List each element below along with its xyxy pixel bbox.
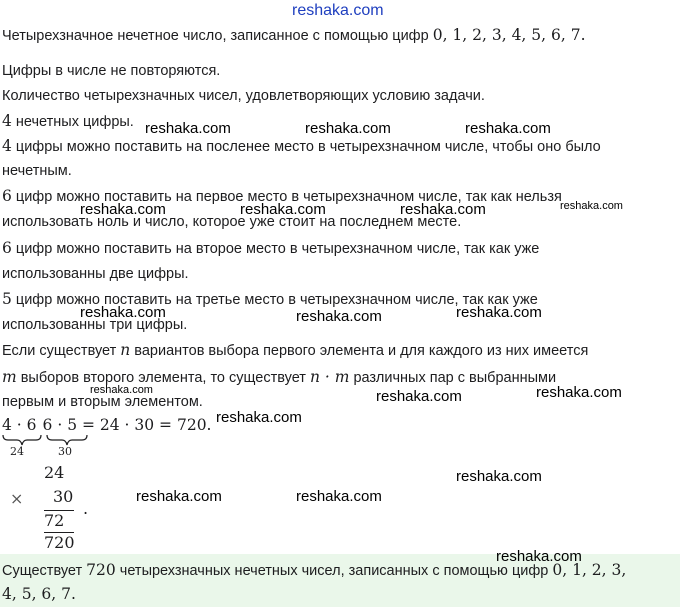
- watermark: reshaka.com: [465, 120, 551, 137]
- line-4: [2, 111, 134, 132]
- column-partial-product: 72: [44, 511, 65, 530]
- line-15: первым и вторым элементом.: [2, 394, 203, 410]
- watermark: reshaka.com: [80, 304, 166, 321]
- line-9-number: 6: [2, 239, 12, 257]
- line-14-text-b: различных пар с выбранными: [349, 370, 557, 386]
- underbrace-2-label: 30: [58, 445, 72, 458]
- line-1-text: Четырехзначное нечетное число, записанное с помощью цифр: [2, 28, 433, 44]
- line-8: использовать ноль и число, которое уже стоит на последнем месте.: [2, 214, 462, 230]
- watermark: reshaka.com: [296, 488, 382, 505]
- line-7-text: цифр можно поставить на первое место в четырехзначном числе, так как нельзя: [11, 189, 562, 205]
- line-4-text: нечетных цифры.: [11, 114, 134, 130]
- answer-digits-a: 0, 1, 2, 3,: [552, 561, 627, 579]
- equation-rest: = 24 · 30 = 720.: [77, 416, 212, 434]
- line-4-number: 4: [2, 112, 12, 130]
- equation-group-2: 6 · 5: [42, 416, 78, 434]
- line-14: [2, 367, 556, 388]
- line-10: использованны две цифры.: [2, 266, 189, 282]
- watermark: reshaka.com: [536, 384, 622, 401]
- watermark: reshaka.com: [216, 409, 302, 426]
- line-1: [2, 25, 586, 46]
- answer-number: 720: [86, 561, 116, 579]
- line-13-n: n: [120, 341, 131, 359]
- line-1-digits: 0, 1, 2, 3, 4, 5, 6, 7.: [432, 26, 586, 44]
- answer-line-2: [2, 584, 76, 605]
- watermark-top: reshaka.com: [292, 2, 384, 19]
- watermark: reshaka.com: [80, 201, 166, 218]
- watermark: reshaka.com: [296, 308, 382, 325]
- answer-digits-b: 4, 5, 6, 7.: [2, 585, 76, 603]
- watermark: reshaka.com: [136, 488, 222, 505]
- underbrace-1-label: 24: [10, 445, 24, 458]
- watermark: reshaka.com: [456, 468, 542, 485]
- line-5-number: 4: [2, 137, 12, 155]
- watermark: reshaka.com: [240, 201, 326, 218]
- column-dot: .: [83, 499, 89, 518]
- line-2: Цифры в числе не повторяются.: [2, 63, 221, 79]
- watermark: reshaka.com: [90, 384, 153, 396]
- line-9: [2, 238, 539, 259]
- answer-text-b: четырехзначных нечетных чисел, записанных с помощью цифр: [115, 563, 553, 579]
- column-times-sign: ×: [10, 489, 24, 508]
- line-14-text-a: выборов второго элемента, то существует: [16, 370, 310, 386]
- line-7-number: 6: [2, 187, 12, 205]
- line-13-text-b: вариантов выбора первого элемента и для каждого из них имеется: [130, 343, 589, 359]
- watermark: reshaka.com: [560, 200, 623, 212]
- line-12: использованны три цифры.: [2, 317, 188, 333]
- line-9-text: цифр можно поставить на второе место в четырехзначном числе, так как уже: [11, 241, 540, 257]
- column-result: 720: [44, 533, 75, 552]
- watermark: reshaka.com: [145, 120, 231, 137]
- line-13-text-a: Если существует: [2, 343, 121, 359]
- watermark: reshaka.com: [376, 388, 462, 405]
- watermark: reshaka.com: [456, 304, 542, 321]
- equation-group-1: 4 · 6: [2, 416, 37, 434]
- column-second-number: 30: [53, 487, 74, 506]
- line-13: [2, 340, 588, 361]
- answer-text-a: Существует: [2, 563, 87, 579]
- column-top-number: 24: [44, 463, 65, 482]
- watermark: reshaka.com: [305, 120, 391, 137]
- line-14-m: m: [2, 368, 17, 386]
- line-14-nm: n · m: [309, 368, 350, 386]
- watermark: reshaka.com: [496, 548, 582, 565]
- line-5: [2, 136, 601, 157]
- line-5-text: цифры можно поставить на послeнее место в четырехзначном числе, чтобы оно было: [11, 139, 601, 155]
- watermark: reshaka.com: [400, 201, 486, 218]
- line-11-text: цифр можно поставить на третье место в четырехзначном числе, так как уже: [11, 292, 538, 308]
- line-3: Количество четырехзначных чисел, удовлетворяющих условию задачи.: [2, 88, 485, 104]
- equation: [2, 415, 211, 436]
- line-11-number: 5: [2, 290, 12, 308]
- line-6: нечетным.: [2, 163, 72, 179]
